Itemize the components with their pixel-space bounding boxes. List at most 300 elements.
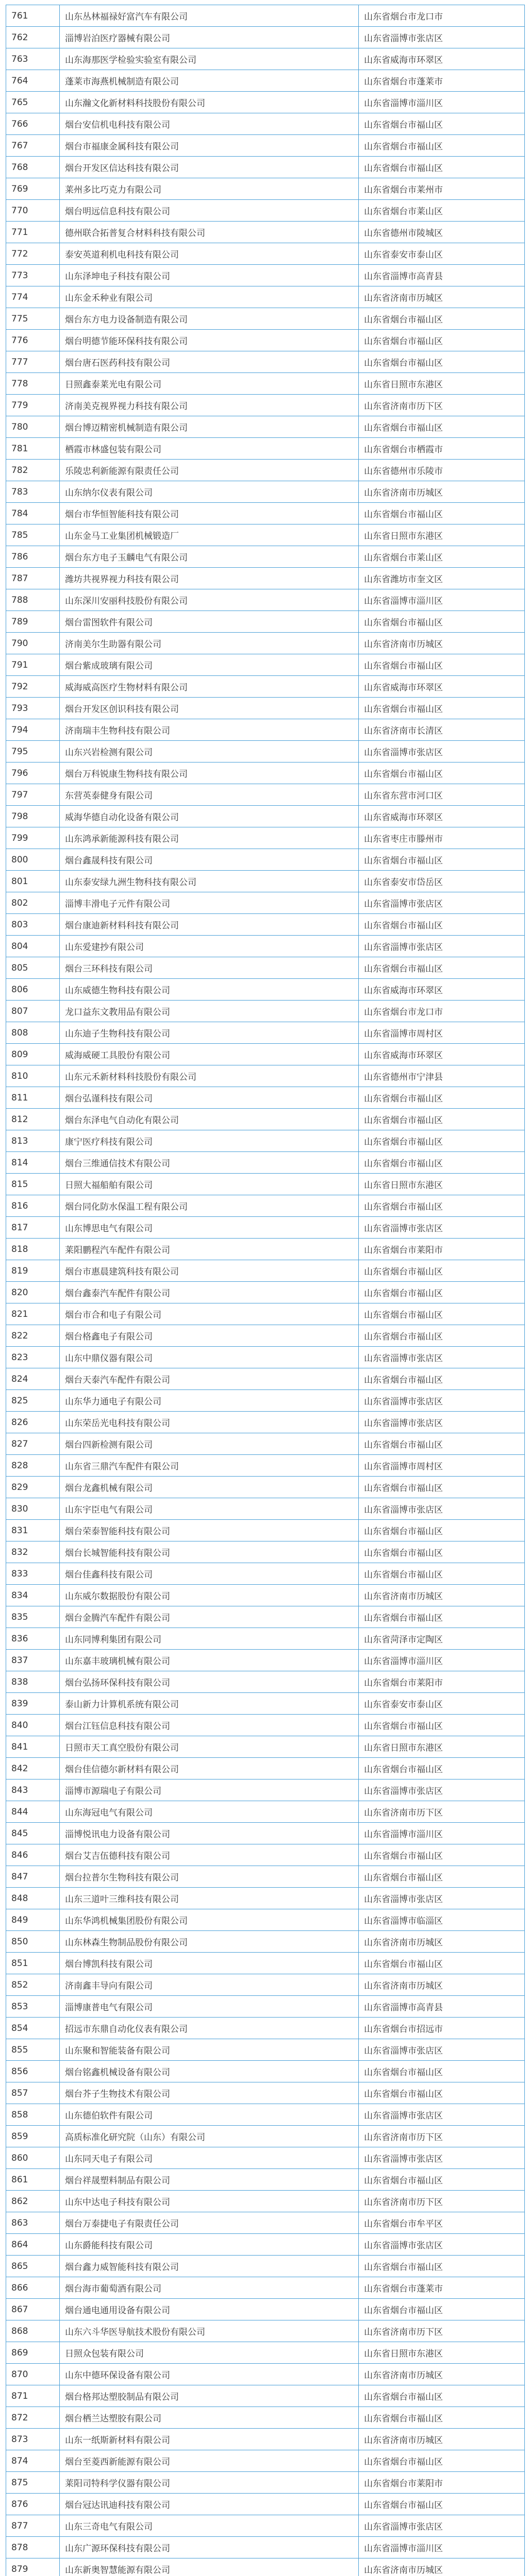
table-row	[6, 200, 525, 222]
table-row	[6, 784, 525, 806]
table-row	[6, 1844, 525, 1866]
table-row	[6, 1866, 525, 1888]
row-number: 879	[6, 2558, 60, 2576]
table-row	[6, 48, 525, 70]
row-number: 838	[6, 1671, 60, 1693]
company-name: 莱阳鹏程汽车配件有限公司	[60, 1239, 359, 1260]
company-name: 康宁医疗科技有限公司	[60, 1130, 359, 1152]
region: 山东省济南市历城区	[359, 1931, 525, 1953]
region: 山东省烟台市龙口市	[359, 1001, 525, 1022]
region: 山东省烟台市栖霞市	[359, 438, 525, 460]
row-number: 818	[6, 1239, 60, 1260]
row-number: 789	[6, 611, 60, 633]
table-row	[6, 1368, 525, 1390]
company-name: 淄博康普电气有限公司	[60, 1996, 359, 2018]
table-row	[6, 222, 525, 243]
table-row	[6, 1195, 525, 1217]
company-name: 蓬莱市海燕机械制造有限公司	[60, 70, 359, 92]
company-name: 山东博思电气有限公司	[60, 1217, 359, 1239]
region: 山东省烟台市福山区	[359, 113, 525, 135]
row-number: 819	[6, 1260, 60, 1282]
table-row	[6, 1433, 525, 1455]
row-number: 843	[6, 1780, 60, 1801]
company-name: 淄博丰滑电子元件有限公司	[60, 892, 359, 914]
table-row	[6, 2212, 525, 2234]
row-number: 821	[6, 1303, 60, 1325]
row-number: 832	[6, 1541, 60, 1563]
table-row	[6, 676, 525, 698]
row-number: 824	[6, 1368, 60, 1390]
region: 山东省烟台市福山区	[359, 2061, 525, 2082]
company-name: 德州联合拓普复合材料科技有限公司	[60, 222, 359, 243]
company-name: 东营英泰健身有限公司	[60, 784, 359, 806]
region: 山东省淄博市张店区	[359, 1390, 525, 1412]
row-number: 834	[6, 1585, 60, 1606]
company-name: 龙口益东文教用品有限公司	[60, 1001, 359, 1022]
table-row	[6, 243, 525, 265]
table-row	[6, 1996, 525, 2018]
company-name: 日照大福船舶有限公司	[60, 1174, 359, 1195]
company-name: 威海威高医疗生物材料有限公司	[60, 676, 359, 698]
company-name: 山东宇臣电气有限公司	[60, 1498, 359, 1520]
region: 山东省烟台市福山区	[359, 1844, 525, 1866]
company-name: 烟台栖兰达塑胶有限公司	[60, 2407, 359, 2429]
region: 山东省烟台市福山区	[359, 1606, 525, 1628]
region: 山东省东营市河口区	[359, 784, 525, 806]
company-name: 烟台鑫泰汽车配件有限公司	[60, 1282, 359, 1303]
company-name: 济南美尔生助器有限公司	[60, 633, 359, 654]
company-name: 烟台开发区信达科技有限公司	[60, 157, 359, 178]
company-name: 淄博岩泊医疗器械有限公司	[60, 27, 359, 48]
company-name: 烟台金腾汽车配件有限公司	[60, 1606, 359, 1628]
company-name: 山东林森生物制品股份有限公司	[60, 1931, 359, 1953]
company-name: 烟台三维通信技术有限公司	[60, 1152, 359, 1174]
region: 山东省济南市历城区	[359, 2429, 525, 2450]
company-name: 泰安英道利机电科技有限公司	[60, 243, 359, 265]
row-number: 766	[6, 113, 60, 135]
table-row	[6, 5, 525, 27]
region: 山东省烟台市福山区	[359, 2494, 525, 2515]
row-number: 825	[6, 1390, 60, 1412]
region: 山东省烟台市福山区	[359, 762, 525, 784]
region: 山东省烟台市福山区	[359, 308, 525, 330]
row-number: 852	[6, 1974, 60, 1996]
row-number: 808	[6, 1022, 60, 1044]
region: 山东省泰安市泰山区	[359, 1693, 525, 1715]
table-row	[6, 1001, 525, 1022]
row-number: 803	[6, 914, 60, 936]
company-name: 烟台博迈精密机械制造有限公司	[60, 416, 359, 438]
company-name: 济南鑫丰导向有限公司	[60, 1974, 359, 1996]
table-row	[6, 698, 525, 719]
row-number: 828	[6, 1455, 60, 1477]
row-number: 867	[6, 2299, 60, 2320]
region: 山东省烟台市福山区	[359, 2082, 525, 2104]
company-name: 山东丛林福禄好富汽车有限公司	[60, 5, 359, 27]
table-row	[6, 351, 525, 373]
row-number: 823	[6, 1347, 60, 1368]
region: 山东省淄博市淄川区	[359, 589, 525, 611]
table-row	[6, 1390, 525, 1412]
table-row	[6, 1044, 525, 1065]
table-row	[6, 2407, 525, 2429]
company-name: 山东纳尔仪表有限公司	[60, 481, 359, 503]
region: 山东省烟台市莱州市	[359, 178, 525, 200]
table-row	[6, 2342, 525, 2364]
region: 山东省烟台市福山区	[359, 849, 525, 871]
region: 山东省烟台市福山区	[359, 1195, 525, 1217]
company-name: 烟台佳鑫科技有限公司	[60, 1563, 359, 1585]
company-name: 烟台市合和电子有限公司	[60, 1303, 359, 1325]
company-name: 山东中德环保设备有限公司	[60, 2364, 359, 2385]
company-name: 栖霞市林盛包装有限公司	[60, 438, 359, 460]
company-name: 烟台万泰捷电子有限责任公司	[60, 2212, 359, 2234]
row-number: 858	[6, 2104, 60, 2126]
table-row	[6, 178, 525, 200]
company-name: 烟台鑫晟科技有限公司	[60, 849, 359, 871]
table-row	[6, 1325, 525, 1347]
region: 山东省烟台市福山区	[359, 1109, 525, 1130]
region: 山东省烟台市福山区	[359, 2407, 525, 2429]
row-number: 850	[6, 1931, 60, 1953]
row-number: 794	[6, 719, 60, 741]
region: 山东省淄博市高青县	[359, 1996, 525, 2018]
row-number: 772	[6, 243, 60, 265]
table-row	[6, 1780, 525, 1801]
table-row	[6, 1563, 525, 1585]
region: 山东省济南市历下区	[359, 2126, 525, 2147]
region: 山东省淄博市张店区	[359, 1780, 525, 1801]
company-name: 山东广源环保科技有限公司	[60, 2537, 359, 2558]
row-number: 768	[6, 157, 60, 178]
table-row	[6, 589, 525, 611]
company-name: 泰山新力计算机系统有限公司	[60, 1693, 359, 1715]
company-name: 山东兴岩检测有限公司	[60, 741, 359, 762]
region: 山东省烟台市福山区	[359, 1433, 525, 1455]
table-row	[6, 871, 525, 892]
table-row	[6, 1606, 525, 1628]
row-number: 816	[6, 1195, 60, 1217]
region: 山东省烟台市牟平区	[359, 2212, 525, 2234]
row-number: 866	[6, 2277, 60, 2299]
region: 山东省淄博市高青县	[359, 265, 525, 286]
row-number: 811	[6, 1087, 60, 1109]
row-number: 845	[6, 1823, 60, 1844]
row-number: 871	[6, 2385, 60, 2407]
row-number: 861	[6, 2169, 60, 2191]
company-name: 烟台佳信德尔新材料有限公司	[60, 1758, 359, 1780]
company-name: 烟台雷图软件有限公司	[60, 611, 359, 633]
row-number: 875	[6, 2472, 60, 2494]
row-number: 812	[6, 1109, 60, 1130]
table-row	[6, 2256, 525, 2277]
row-number: 790	[6, 633, 60, 654]
table-row	[6, 92, 525, 113]
row-number: 802	[6, 892, 60, 914]
company-name: 山东泽坤电子科技有限公司	[60, 265, 359, 286]
table-row	[6, 1239, 525, 1260]
region: 山东省烟台市莱山区	[359, 200, 525, 222]
company-name: 淄博悦讯电力设备有限公司	[60, 1823, 359, 1844]
row-number: 820	[6, 1282, 60, 1303]
region: 山东省烟台市福山区	[359, 2256, 525, 2277]
region: 山东省烟台市福山区	[359, 330, 525, 351]
company-name: 烟台格鑫电子有限公司	[60, 1325, 359, 1347]
row-number: 793	[6, 698, 60, 719]
table-row	[6, 27, 525, 48]
company-name: 日照市天工真空股份有限公司	[60, 1736, 359, 1758]
table-row	[6, 1260, 525, 1282]
table-row	[6, 633, 525, 654]
company-name: 烟台四新检测有限公司	[60, 1433, 359, 1455]
row-number: 830	[6, 1498, 60, 1520]
table-row	[6, 1585, 525, 1606]
table-row	[6, 2299, 525, 2320]
row-number: 817	[6, 1217, 60, 1239]
table-row	[6, 481, 525, 503]
region: 山东省淄博市张店区	[359, 1412, 525, 1433]
table-row	[6, 2039, 525, 2061]
row-number: 787	[6, 568, 60, 589]
company-name: 烟台明德节能环保科技有限公司	[60, 330, 359, 351]
row-number: 798	[6, 806, 60, 827]
table-row	[6, 1217, 525, 1239]
row-number: 781	[6, 438, 60, 460]
region: 山东省烟台市福山区	[359, 914, 525, 936]
row-number: 831	[6, 1520, 60, 1541]
row-number: 782	[6, 460, 60, 481]
company-name: 山东瀚文化新材料科技股份有限公司	[60, 92, 359, 113]
row-number: 799	[6, 827, 60, 849]
company-name: 烟台东方电力设备制造有限公司	[60, 308, 359, 330]
row-number: 822	[6, 1325, 60, 1347]
company-name: 莱州多比巧克力有限公司	[60, 178, 359, 200]
region: 山东省烟台市福山区	[359, 1758, 525, 1780]
region: 山东省烟台市福山区	[359, 157, 525, 178]
region: 山东省淄博市张店区	[359, 2147, 525, 2169]
region: 山东省烟台市福山区	[359, 1563, 525, 1585]
table-row	[6, 2472, 525, 2494]
row-number: 869	[6, 2342, 60, 2364]
table-row	[6, 2061, 525, 2082]
region: 山东省菏泽市定陶区	[359, 1628, 525, 1650]
company-name: 烟台鑫力威智能科技有限公司	[60, 2256, 359, 2277]
company-name: 烟台同化防水保温工程有限公司	[60, 1195, 359, 1217]
table-row	[6, 1974, 525, 1996]
company-name: 烟台至菱西新能源有限公司	[60, 2450, 359, 2472]
table-row	[6, 849, 525, 871]
row-number: 815	[6, 1174, 60, 1195]
region: 山东省威海市环翠区	[359, 806, 525, 827]
region: 山东省烟台市福山区	[359, 611, 525, 633]
company-name: 潍坊共视界视力科技有限公司	[60, 568, 359, 589]
region: 山东省淄博市周村区	[359, 1455, 525, 1477]
region: 山东省淄博市张店区	[359, 1347, 525, 1368]
region: 山东省威海市环翠区	[359, 1044, 525, 1065]
company-name: 烟台荣泰智能科技有限公司	[60, 1520, 359, 1541]
table-row	[6, 1520, 525, 1541]
company-name: 日照众包装有限公司	[60, 2342, 359, 2364]
region: 山东省烟台市莱阳市	[359, 2472, 525, 2494]
region: 山东省威海市环翠区	[359, 979, 525, 1001]
table-row	[6, 1022, 525, 1044]
company-name: 山东金马工业集团机械锻造厂	[60, 524, 359, 546]
row-number: 841	[6, 1736, 60, 1758]
table-row	[6, 70, 525, 92]
row-number: 778	[6, 373, 60, 395]
company-name: 山东元禾新材料科技股份有限公司	[60, 1065, 359, 1087]
region: 山东省泰安市岱岳区	[359, 871, 525, 892]
table-row	[6, 2515, 525, 2537]
region: 山东省济南市历城区	[359, 286, 525, 308]
company-name: 山东中达电子科技有限公司	[60, 2191, 359, 2212]
table-row	[6, 1909, 525, 1931]
table-row	[6, 1758, 525, 1780]
region: 山东省淄博市淄川区	[359, 1823, 525, 1844]
row-number: 865	[6, 2256, 60, 2277]
table-row	[6, 1347, 525, 1368]
row-number: 810	[6, 1065, 60, 1087]
region: 山东省烟台市福山区	[359, 351, 525, 373]
region: 山东省烟台市福山区	[359, 1260, 525, 1282]
company-name: 威海威硬工具股份有限公司	[60, 1044, 359, 1065]
table-row	[6, 1541, 525, 1563]
table-row	[6, 2320, 525, 2342]
company-name: 山东威尔数据股份有限公司	[60, 1585, 359, 1606]
company-name: 烟台安信机电科技有限公司	[60, 113, 359, 135]
row-number: 848	[6, 1888, 60, 1909]
table-row	[6, 2385, 525, 2407]
region: 山东省淄博市淄川区	[359, 92, 525, 113]
company-name: 烟台弘扬环保科技有限公司	[60, 1671, 359, 1693]
company-name: 烟台冠达讯迪科技有限公司	[60, 2494, 359, 2515]
region: 山东省威海市环翠区	[359, 48, 525, 70]
region: 山东省烟台市蓬莱市	[359, 70, 525, 92]
region: 山东省烟台市福山区	[359, 1303, 525, 1325]
row-number: 846	[6, 1844, 60, 1866]
table-row	[6, 2191, 525, 2212]
region: 山东省烟台市福山区	[359, 1953, 525, 1974]
table-row	[6, 1931, 525, 1953]
row-number: 833	[6, 1563, 60, 1585]
region: 山东省烟台市龙口市	[359, 5, 525, 27]
region: 山东省烟台市福山区	[359, 1325, 525, 1347]
region: 山东省烟台市莱山区	[359, 546, 525, 568]
company-name: 山东嘉丰玻璃机械有限公司	[60, 1650, 359, 1671]
region: 山东省烟台市福山区	[359, 1087, 525, 1109]
row-number: 853	[6, 1996, 60, 2018]
region: 山东省日照市东港区	[359, 1736, 525, 1758]
company-name: 山东中鼎仪器有限公司	[60, 1347, 359, 1368]
company-name: 山东深川安丽科技股份有限公司	[60, 589, 359, 611]
row-number: 767	[6, 135, 60, 157]
row-number: 872	[6, 2407, 60, 2429]
table-row	[6, 330, 525, 351]
company-name: 烟台三环科技有限公司	[60, 957, 359, 979]
row-number: 763	[6, 48, 60, 70]
region: 山东省烟台市福山区	[359, 135, 525, 157]
row-number: 877	[6, 2515, 60, 2537]
table-row	[6, 1087, 525, 1109]
table-row	[6, 546, 525, 568]
company-name: 烟台格邦达塑胶制品有限公司	[60, 2385, 359, 2407]
row-number: 868	[6, 2320, 60, 2342]
row-number: 804	[6, 936, 60, 957]
row-number: 829	[6, 1477, 60, 1498]
company-name: 山东德伯软件有限公司	[60, 2104, 359, 2126]
table-row	[6, 265, 525, 286]
row-number: 870	[6, 2364, 60, 2385]
row-number: 827	[6, 1433, 60, 1455]
company-name: 淄博市源瑞电子有限公司	[60, 1780, 359, 1801]
table-row	[6, 157, 525, 178]
row-number: 851	[6, 1953, 60, 1974]
region: 山东省淄博市周村区	[359, 1022, 525, 1044]
table-row	[6, 979, 525, 1001]
table-row	[6, 416, 525, 438]
row-number: 783	[6, 481, 60, 503]
region: 山东省济南市历城区	[359, 633, 525, 654]
region: 山东省淄博市张店区	[359, 1498, 525, 1520]
company-name: 烟台唐石医药科技有限公司	[60, 351, 359, 373]
region: 山东省烟台市福山区	[359, 416, 525, 438]
row-number: 774	[6, 286, 60, 308]
row-number: 775	[6, 308, 60, 330]
region: 山东省济南市长清区	[359, 719, 525, 741]
table-row	[6, 1650, 525, 1671]
region: 山东省烟台市福山区	[359, 1541, 525, 1563]
company-name: 烟台市华恒智能科技有限公司	[60, 503, 359, 524]
company-name: 烟台铭鑫机械设备有限公司	[60, 2061, 359, 2082]
region: 山东省济南市历城区	[359, 1585, 525, 1606]
row-number: 840	[6, 1715, 60, 1736]
region: 山东省德州市乐陵市	[359, 460, 525, 481]
company-name: 威海华德自动化设备有限公司	[60, 806, 359, 827]
row-number: 800	[6, 849, 60, 871]
company-name: 山东聚和智能装备有限公司	[60, 2039, 359, 2061]
row-number: 777	[6, 351, 60, 373]
company-name: 山东同天电子有限公司	[60, 2147, 359, 2169]
company-name: 烟台市惠晨建筑科技有限公司	[60, 1260, 359, 1282]
company-name: 烟台海市葡萄酒有限公司	[60, 2277, 359, 2299]
row-number: 805	[6, 957, 60, 979]
row-number: 854	[6, 2018, 60, 2039]
table-row	[6, 2277, 525, 2299]
table-row	[6, 1628, 525, 1650]
company-name: 山东海那医学检验实验室有限公司	[60, 48, 359, 70]
region: 山东省泰安市泰山区	[359, 243, 525, 265]
table-body	[6, 5, 525, 2576]
table-row	[6, 1888, 525, 1909]
table-row	[6, 113, 525, 135]
region: 山东省烟台市福山区	[359, 698, 525, 719]
table-row	[6, 2450, 525, 2472]
table-row	[6, 936, 525, 957]
table-row	[6, 1736, 525, 1758]
table-row	[6, 2234, 525, 2256]
table-row	[6, 2537, 525, 2558]
table-row	[6, 2104, 525, 2126]
region: 山东省淄博市张店区	[359, 2515, 525, 2537]
row-number: 859	[6, 2126, 60, 2147]
table-row	[6, 308, 525, 330]
table-row	[6, 2364, 525, 2385]
table-row	[6, 1065, 525, 1087]
region: 山东省烟台市福山区	[359, 2450, 525, 2472]
table-row	[6, 1130, 525, 1152]
row-number: 873	[6, 2429, 60, 2450]
company-name: 山东金禾种业有限公司	[60, 286, 359, 308]
